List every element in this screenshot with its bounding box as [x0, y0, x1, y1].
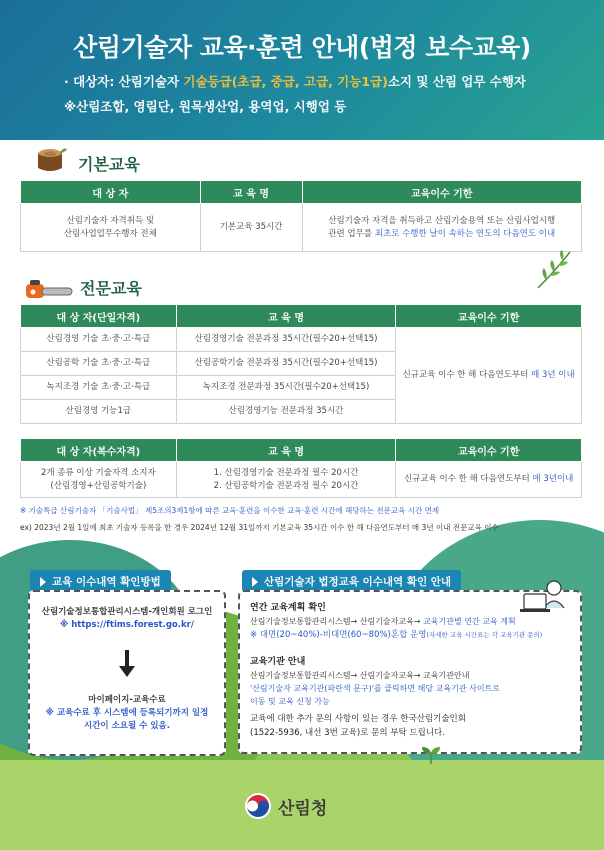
special-target-cell: 녹지조경 기술 초·중·고·특급 — [21, 376, 177, 400]
special-deadline-cell — [396, 328, 582, 424]
multi-table — [20, 438, 582, 498]
sprout-icon — [420, 744, 442, 764]
login-step-text: 산림기술정보통합관리시스템-개인회원 로그인 — [41, 607, 213, 617]
target-prefix: · 대상자: 산림기술자 — [64, 74, 184, 89]
mypage-step-text: 마이페이지-교육수료 — [88, 695, 166, 705]
plan-path-prefix: 산림기술정보통합관리시스템→ 산림기술자교육→ — [250, 617, 424, 626]
multi-target-line1: 2개 종류 이상 기술자격 소지자 — [40, 468, 156, 479]
org-title: 교육기관 안내 — [250, 657, 306, 667]
mypage-note-line1: ※ 교육수료 후 시스템에 등록되기까지 일정 — [45, 708, 209, 719]
basic-deadline-line1: 산림기술자 자격을 취득하고 산림기술용역 또는 산림사업시행 — [328, 216, 556, 227]
special-header-target: 대 상 자(단일자격) — [21, 305, 177, 328]
plan-title: 연간 교육계획 확인 — [250, 603, 326, 613]
multi-header-deadline: 교육이수 기한 — [396, 439, 582, 462]
basic-deadline-prefix: 관련 업무를 — [328, 228, 375, 239]
special-course-cell: 산림공학기술 전문과정 35시간(필수20+선택15) — [176, 352, 396, 376]
chevron-right-icon — [252, 577, 258, 587]
multi-deadline-prefix: 신규교육 이수 한 해 다음연도부터 — [403, 474, 533, 485]
target-description — [64, 72, 526, 90]
special-course-cell: 산림경영기술 전문과정 35시간(필수20+선택15) — [176, 328, 396, 352]
special-header-course: 교 육 명 — [176, 305, 396, 328]
basic-target-line1: 산림기술자 자격취득 및 — [66, 216, 155, 227]
logo-text: 산림청 — [278, 798, 328, 819]
basic-deadline-highlight: 최초로 수행한 날이 속하는 연도의 다음연도 이내 — [374, 228, 556, 239]
multi-header-target: 대 상 자(복수자격) — [21, 439, 177, 462]
mypage-note-line2: 시간이 소요될 수 있음. — [83, 721, 170, 732]
arrow-down-icon — [118, 650, 136, 678]
special-course-cell: 산림경영기능 전문과정 35시간 — [176, 400, 396, 424]
right-box-title-text: 산림기술자 법정교육 이수내역 확인 안내 — [264, 576, 452, 588]
special-deadline-prefix: 신규교육 이수 한 해 다음연도부터 — [402, 370, 532, 381]
chevron-right-icon — [40, 577, 46, 587]
special-header-deadline: 교육이수 기한 — [396, 305, 582, 328]
leaf-branch-icon — [532, 248, 576, 292]
basic-section-title: 기본교육 — [78, 155, 140, 174]
target-examples: ※산림조합, 영림단, 원목생산업, 용역업, 시행업 등 — [64, 99, 347, 114]
contact-line1: 교육에 대한 추가 문의 사항이 있는 경우 한국산림기술인회 — [250, 714, 466, 724]
multi-header-course: 교 육 명 — [176, 439, 396, 462]
special-target-cell: 산림경영 기술 초·중·고·특급 — [21, 328, 177, 352]
multi-deadline-cell — [396, 462, 582, 498]
special-target-cell: 산림공학 기술 초·중·고·특급 — [21, 352, 177, 376]
example-note: ex) 2023년 2월 1일에 최초 기술자 등록을 한 경우 2024년 12월 31일까지 기본교육 35시간 이수 한 해 다음연도부터 매 3년 이내 전문교육 이수 — [20, 523, 499, 532]
login-step — [34, 598, 220, 646]
special-section-title: 전문교육 — [80, 279, 142, 298]
multi-course-cell — [176, 462, 396, 498]
chainsaw-icon — [24, 278, 74, 302]
basic-header-target: 대 상 자 — [21, 181, 201, 204]
tree-stump-icon — [34, 146, 68, 174]
plan-note — [250, 629, 542, 643]
page-title: 산림기술자 교육·훈련 안내(법정 보수교육) — [73, 33, 531, 62]
org-note-line1: '산림기술자 교육기관(파란색 문구)'를 클릭하면 해당 교육기관 사이트로 — [250, 684, 501, 693]
plan-note-main: ※ 대면(20~40%)-비대면(60~80%)혼합 운영 — [250, 630, 427, 640]
header-banner — [0, 0, 604, 140]
org-note-line2: 이동 및 교육 신청 가능 — [250, 697, 330, 706]
basic-deadline-cell — [302, 204, 582, 252]
basic-target-line2: 산림사업업무수행자 전체 — [63, 228, 157, 239]
left-box-title-text: 교육 이수내역 확인방법 — [52, 576, 161, 588]
taegeuk-emblem-icon — [244, 792, 272, 820]
multi-target-line2: (산림경영+산림공학기술) — [50, 480, 147, 491]
special-table — [20, 304, 582, 424]
plan-path — [250, 616, 516, 629]
org-path: 산림기술정보통합관리시스템→ 산림기술자교육→ 교육기관안내 — [250, 671, 470, 680]
multi-target-cell — [21, 462, 177, 498]
special-target-cell: 산림경영 기능1급 — [21, 400, 177, 424]
target-grade-highlight: 기술등급(초급, 중급, 고급, 기능1급) — [183, 74, 388, 89]
forest-service-logo — [244, 792, 327, 820]
basic-header-deadline: 교육이수 기한 — [302, 181, 582, 204]
system-url-link[interactable]: ※ https://ftims.forest.go.kr/ — [60, 620, 194, 631]
basic-course-cell: 기본교육 35시간 — [200, 204, 302, 252]
multi-course-line1: 1. 산림경영기술 전문과정 필수 20시간 — [213, 468, 359, 479]
multi-course-line2: 2. 산림공학기술 전문과정 필수 20시간 — [213, 480, 359, 491]
multi-deadline-highlight: 매 3년이내 — [532, 474, 574, 485]
basic-deadline-line2 — [307, 228, 578, 240]
plan-note-small: (자세한 교육 시간표는 각 교육기관 문의) — [426, 631, 543, 639]
basic-header-course: 교 육 명 — [200, 181, 302, 204]
special-course-cell: 녹지조경 전문과정 35시간(필수20+선택15) — [176, 376, 396, 400]
basic-target-cell — [21, 204, 201, 252]
target-suffix: 소지 및 산림 업무 수행자 — [387, 74, 526, 89]
special-deadline-highlight: 매 3년 이내 — [531, 370, 575, 381]
basic-table — [20, 180, 582, 252]
mypage-step — [34, 684, 220, 750]
contact-line2: (1522-5936, 내선 3번 교육)로 문의 부탁 드립니다. — [250, 728, 445, 738]
plan-path-link[interactable]: 교육기관별 연간 교육 계획 — [423, 617, 516, 626]
exemption-note: ※ 기술특급 산림기술자 「기술사법」 제5조의3제1항에 따른 교육·훈련을 이수한 교육·훈련 시간에 해당하는 전문교육 시간 면제 — [20, 506, 440, 515]
person-laptop-icon — [518, 578, 574, 618]
